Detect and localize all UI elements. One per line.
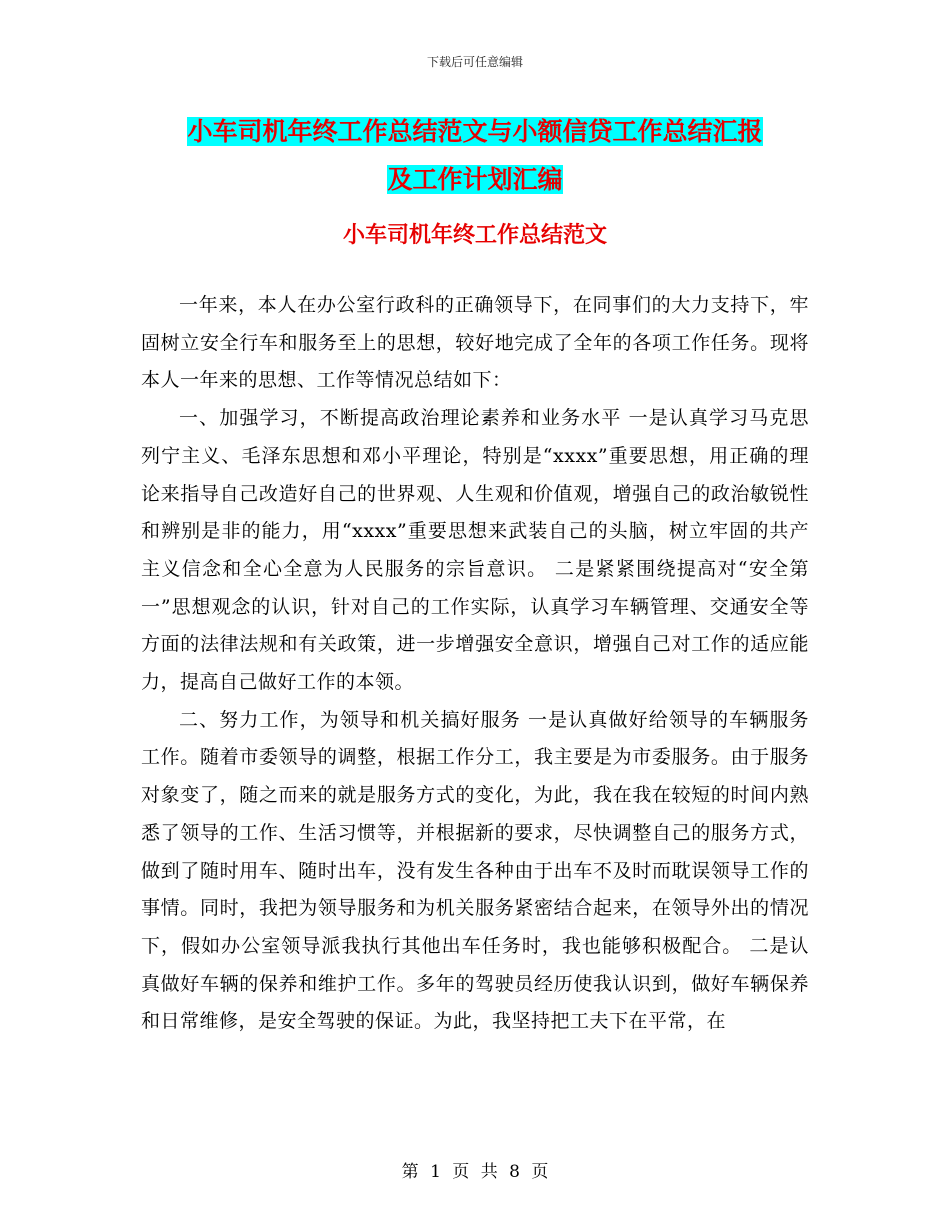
document-title-line-1: 小车司机年终工作总结范文与小额信贷工作总结汇报 — [187, 117, 763, 146]
document-title — [0, 108, 950, 204]
paragraph-service: 二、努力工作，为领导和机关搞好服务 一是认真做好给领导的车辆服务工作。随着市委领导的调整，根据工作分工，我主要是为市委服务。由于服务对象变了，随之而来的就是服务方式的变化，为此，我在我在较短的时间内熟悉了领导的工作、生活习惯等，并根据新的要求，尽快调整自己的服务方式，做到了随时用车、随时出车，没有发生各种由于出车不及时而耽误领导工作的事情。同时，我把为领导服务和为机关服务紧密结合起来，在领导外出的情况下，假如办公室领导派我执行其他出车任务时，我也能够积极配合。 二是认真做好车辆的保养和维护工作。多年的驾驶员经历使我认识到，做好车辆保养和日常维修，是安全驾驶的保证。为此，我坚持把工夫下在平常，在 — [141, 708, 809, 1033]
header-note: 下载后可任意编辑 — [426, 55, 523, 69]
document-title-line-2: 及工作计划汇编 — [387, 165, 563, 194]
document-body — [141, 287, 809, 1041]
paragraph-study: 一、加强学习，不断提高政治理论素养和业务水平 一是认真学习马克思列宁主义、毛泽东思想和邓小平理论，特别是“xxxx”重要思想，用正确的理论来指导自己改造好自己的世界观、人生观和价值观，增强自己的政治敏锐性和辨别是非的能力，用“xxxx”重要思想来武装自己的头脑，树立牢固的共产主义信念和全心全意为人民服务的宗旨意识。 二是紧紧围绕提高对“安全第一”思想观念的认识，针对自己的工作实际，认真学习车辆管理、交通安全等方面的法律法规和有关政策，进一步增强安全意识，增强自己对工作的适应能力，提高自己做好工作的本领。 — [141, 407, 809, 694]
paragraph-intro: 一年来，本人在办公室行政科的正确领导下，在同事们的大力支持下，牢固树立安全行车和服务至上的思想，较好地完成了全年的各项工作任务。现将本人一年来的思想、工作等情况总结如下： — [141, 294, 809, 392]
page-indicator: 第 1 页 共 8 页 — [401, 1162, 549, 1182]
section-title: 小车司机年终工作总结范文 — [342, 223, 607, 248]
